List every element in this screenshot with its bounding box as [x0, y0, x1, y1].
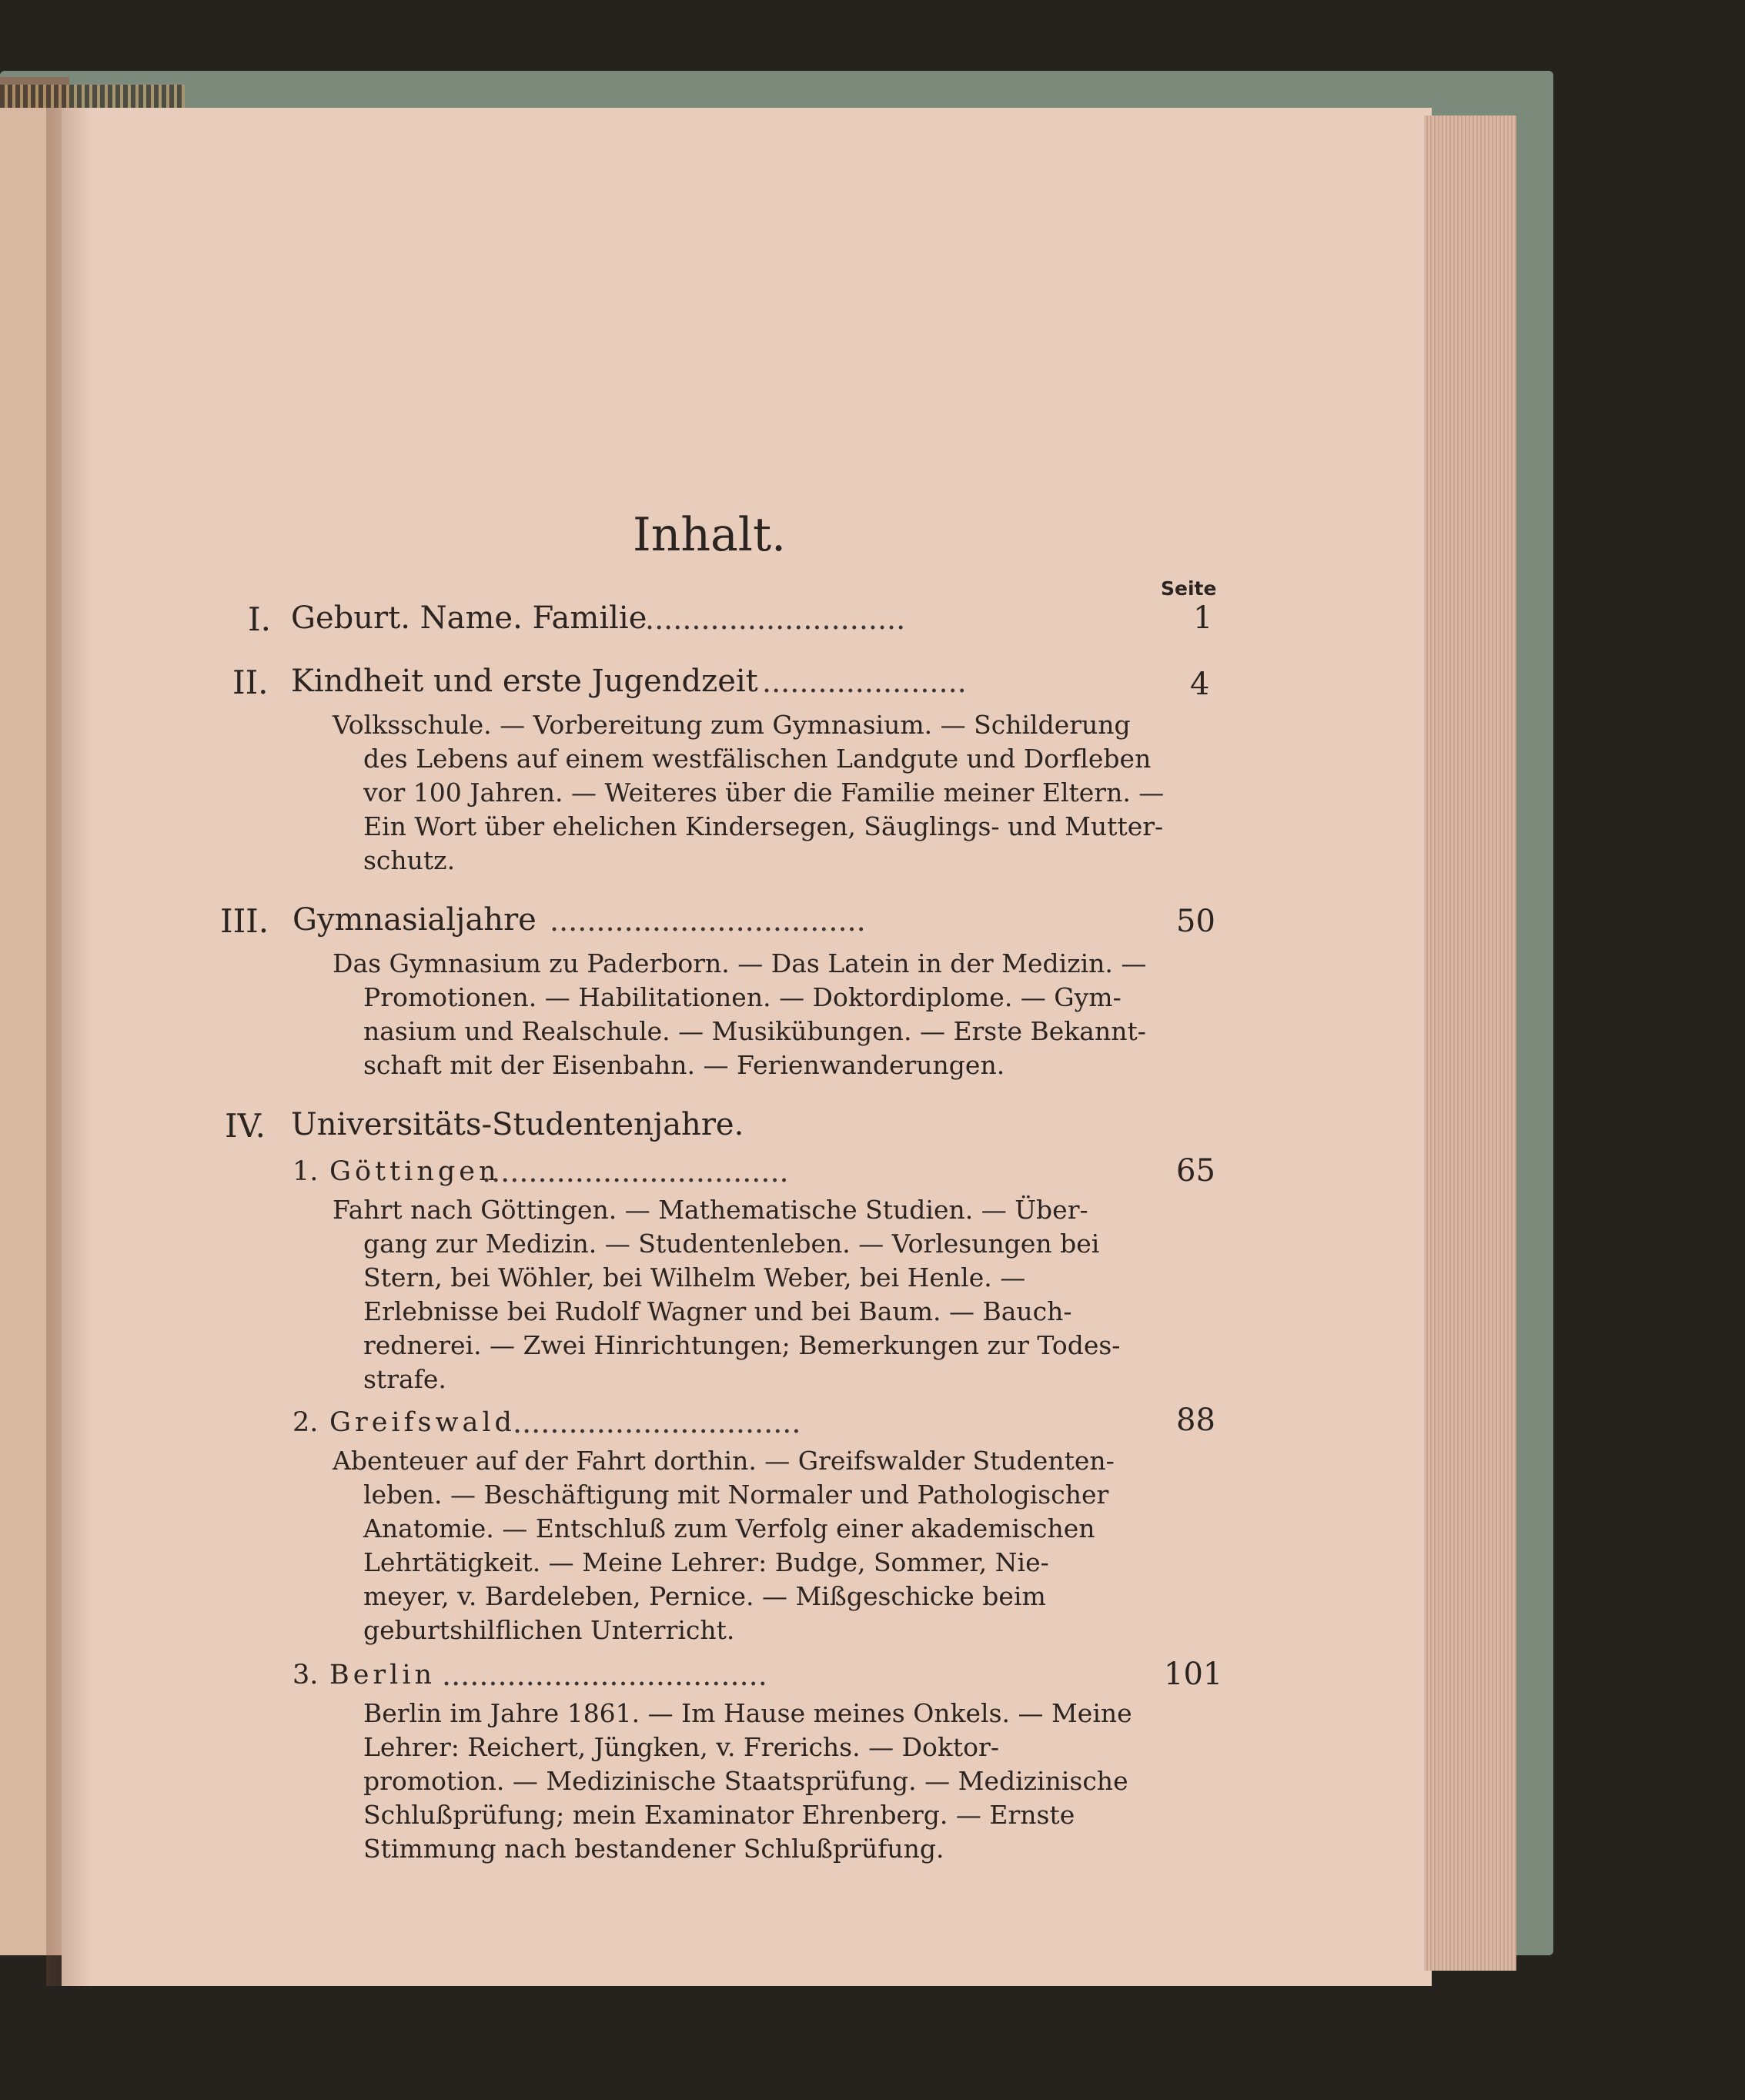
- summary-line: Promotionen. — Habilitationen. — Doktordiplome. — Gym-: [363, 982, 1122, 1012]
- summary-line: Schlußprüfung; mein Examinator Ehrenberg. — Ernste: [363, 1800, 1075, 1830]
- chapter-4-number: IV.: [225, 1107, 266, 1145]
- chapter-1-page: 1: [1193, 600, 1213, 636]
- summary-line: geburtshilflichen Unterricht.: [363, 1615, 735, 1645]
- chapter-2-number: II.: [232, 664, 269, 701]
- seite-label: Seite: [1161, 577, 1217, 600]
- dot-leader: ............................: [645, 602, 906, 636]
- subsection-1-summary: [333, 1193, 1144, 1396]
- chapter-3-summary: [333, 947, 1147, 1082]
- summary-line: strafe.: [363, 1364, 446, 1394]
- chapter-3-number: III.: [220, 902, 269, 940]
- dot-leader: ...................................: [442, 1658, 767, 1692]
- chapter-1-number: I.: [248, 600, 271, 638]
- summary-line: Anatomie. — Entschluß zum Verfolg einer akademischen: [363, 1513, 1095, 1543]
- subsection-3-number: 3.: [293, 1660, 319, 1690]
- spine-decoration: [0, 85, 185, 108]
- summary-line: rednerei. — Zwei Hinrichtungen; Bemerkungen zur Todes-: [363, 1330, 1121, 1360]
- summary-line: meyer, v. Bardeleben, Pernice. — Mißgeschicke beim: [363, 1581, 1046, 1611]
- chapter-3-title: Gymnasialjahre: [293, 902, 537, 938]
- chapter-2-title: Kindheit und erste Jugendzeit: [291, 664, 758, 699]
- summary-line: Volksschule. — Vorbereitung zum Gymnasium. — Schilderung: [333, 710, 1131, 740]
- subsection-2-number: 2.: [293, 1407, 319, 1438]
- chapter-2-page: 4: [1190, 667, 1210, 702]
- dot-leader: ......................: [762, 665, 967, 699]
- summary-line: nasium und Realschule. — Musikübungen. — Erste Bekannt-: [363, 1016, 1146, 1046]
- subsection-2-page: 88: [1176, 1403, 1215, 1438]
- page-title: Inhalt.: [633, 508, 787, 562]
- chapter-1-title: Geburt. Name. Familie: [291, 600, 647, 636]
- summary-line: promotion. — Medizinische Staatsprüfung. — Medizinische: [363, 1766, 1128, 1796]
- dot-leader: .................................: [482, 1155, 789, 1189]
- summary-line: Berlin im Jahre 1861. — Im Hause meines Onkels. — Meine: [363, 1698, 1132, 1728]
- summary-line: schaft mit der Eisenbahn. — Ferienwanderungen.: [363, 1050, 1005, 1080]
- subsection-2-summary: [333, 1444, 1144, 1647]
- page-block-edge: [1424, 115, 1516, 1971]
- summary-line: Das Gymnasium zu Paderborn. — Das Latein in der Medizin. —: [333, 948, 1147, 978]
- gutter-shadow: [46, 108, 92, 1986]
- summary-line: Erlebnisse bei Rudolf Wagner und bei Baum. — Bauch-: [363, 1296, 1072, 1326]
- subsection-1-title: Göttingen: [329, 1156, 500, 1187]
- summary-line: des Lebens auf einem westfälischen Landgute und Dorfleben: [363, 744, 1152, 774]
- summary-line: schutz.: [363, 845, 456, 875]
- subsection-2-title: Greifswald: [329, 1407, 516, 1438]
- summary-line: Abenteuer auf der Fahrt dorthin. — Greifswalder Studenten-: [333, 1446, 1115, 1476]
- summary-line: leben. — Beschäftigung mit Normaler und Pathologischer: [363, 1480, 1109, 1510]
- subsection-3-summary: [363, 1697, 1144, 1866]
- summary-line: Ein Wort über ehelichen Kindersegen, Säuglings- und Mutter-: [363, 811, 1164, 841]
- summary-line: Stern, bei Wöhler, bei Wilhelm Weber, bei Henle. —: [363, 1262, 1026, 1292]
- chapter-4-title: Universitäts-Studentenjahre.: [291, 1107, 744, 1142]
- subsection-1-page: 65: [1176, 1153, 1215, 1189]
- chapter-3-page: 50: [1176, 904, 1215, 939]
- subsection-1-number: 1.: [293, 1156, 319, 1187]
- subsection-3-title: Berlin: [329, 1660, 436, 1690]
- chapter-2-summary: [333, 708, 1165, 878]
- summary-line: Lehrtätigkeit. — Meine Lehrer: Budge, Sommer, Nie-: [363, 1547, 1049, 1577]
- subsection-3-page: 101: [1164, 1657, 1223, 1692]
- summary-line: Stimmung nach bestandener Schlußprüfung.: [363, 1834, 944, 1864]
- dot-leader: ..................................: [550, 904, 866, 938]
- summary-line: Fahrt nach Göttingen. — Mathematische Studien. — Über-: [333, 1195, 1088, 1225]
- summary-line: Lehrer: Reichert, Jüngken, v. Frerichs. — Doktor-: [363, 1732, 999, 1762]
- summary-line: vor 100 Jahren. — Weiteres über die Familie meiner Eltern. —: [363, 777, 1165, 808]
- summary-line: gang zur Medizin. — Studentenleben. — Vorlesungen bei: [363, 1229, 1100, 1259]
- dot-leader: ...............................: [513, 1406, 801, 1440]
